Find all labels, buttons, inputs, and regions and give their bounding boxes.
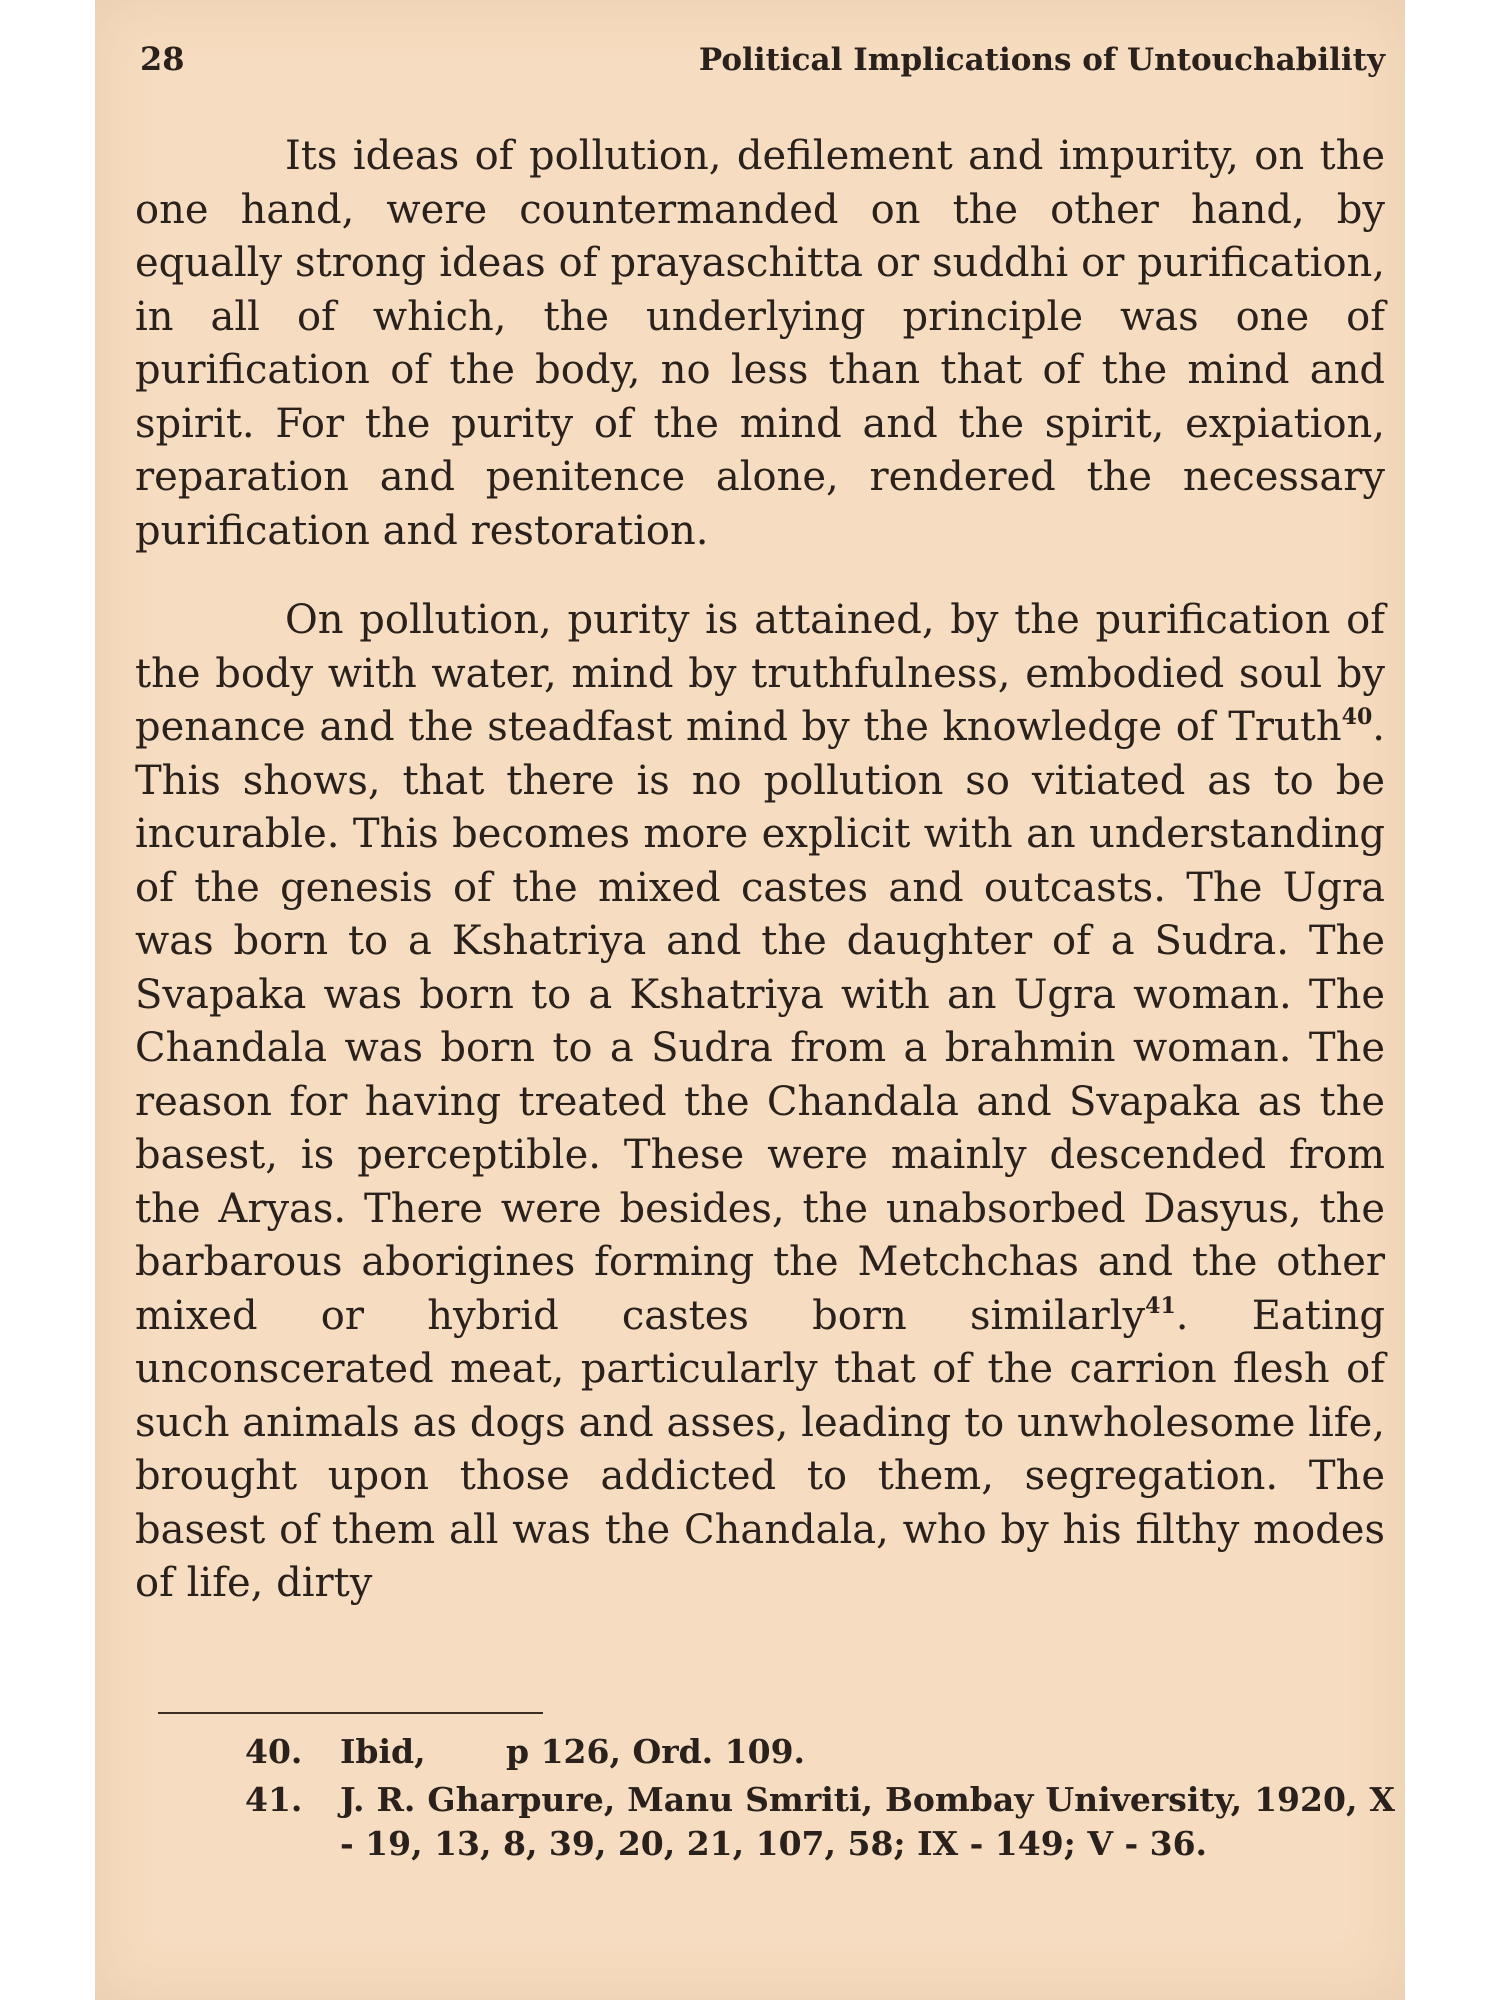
footnote-number: 40. — [245, 1732, 303, 1771]
footnote-ref-41[interactable]: 41 — [1145, 1292, 1176, 1319]
footnote-number: 41. — [245, 1780, 303, 1819]
running-title: Political Implications of Untouchability — [698, 42, 1385, 78]
footnote-41 — [245, 1778, 1395, 1866]
paragraph-2-part-3: . Eating unconscerated meat, particularly that of the carrion flesh of such animals as dogs and asses, leading to unwholesome life, brought upon those addicted to them, segregation. The basest of them all was the Chandala, who by his filthy modes of life, dirty — [135, 1292, 1385, 1606]
page-number: 28 — [140, 40, 185, 78]
paragraph-2 — [135, 594, 1385, 1611]
paragraph-1: Its ideas of pollution, defilement and impurity, on the one hand, were countermanded on the other hand, by equally strong ideas of prayaschitta or suddhi or purification, in all of which, the underlying principle was one of purification of the body, no less than that of the mind and spirit. For the purity of the mind and the spirit, expiation, reparation and penitence alone, rendered the necessary purification and restoration. — [135, 133, 1385, 554]
body-text — [135, 130, 1385, 1611]
footnote-40 — [245, 1730, 1395, 1774]
paragraph-2-part-1: On pollution, purity is attained, by the purification of the body with water, mind by truthfulness, embodied soul by penance and the steadfast mind by the knowledge of Truth — [135, 597, 1385, 750]
paragraph-2-part-2: . This shows, that there is no pollution so vitiated as to be incurable. This becomes more explicit with an understanding of the genesis of the mixed castes and outcasts. The Ugra was born to a Kshatriya and the daughter of a Sudra. The Svapaka was born to a Kshatriya with an Ugra woman. The Chandala was born to a Sudra from a brahmin woman. The reason for having treated the Chandala and Svapaka as the basest, is perceptible. These were mainly descended from the Aryas. There were besides, the unabsorbed Dasyus, the barbarous aborigines forming the Metchchas and the other mixed or hybrid castes born similarly — [135, 704, 1385, 1339]
footnote-ref-40[interactable]: 40 — [1341, 704, 1373, 730]
footnotes — [245, 1730, 1395, 1870]
footnote-divider — [158, 1712, 543, 1714]
book-page — [95, 0, 1405, 2000]
page-header — [140, 40, 1385, 90]
footnote-text: Ibid, p 126, Ord. 109. — [340, 1732, 806, 1771]
footnote-text: J. R. Gharpure, Manu Smriti, Bombay University, 1920, X - 19, 13, 8, 39, 20, 21, 107, 58; IX - 149; V - 36. — [340, 1780, 1395, 1863]
